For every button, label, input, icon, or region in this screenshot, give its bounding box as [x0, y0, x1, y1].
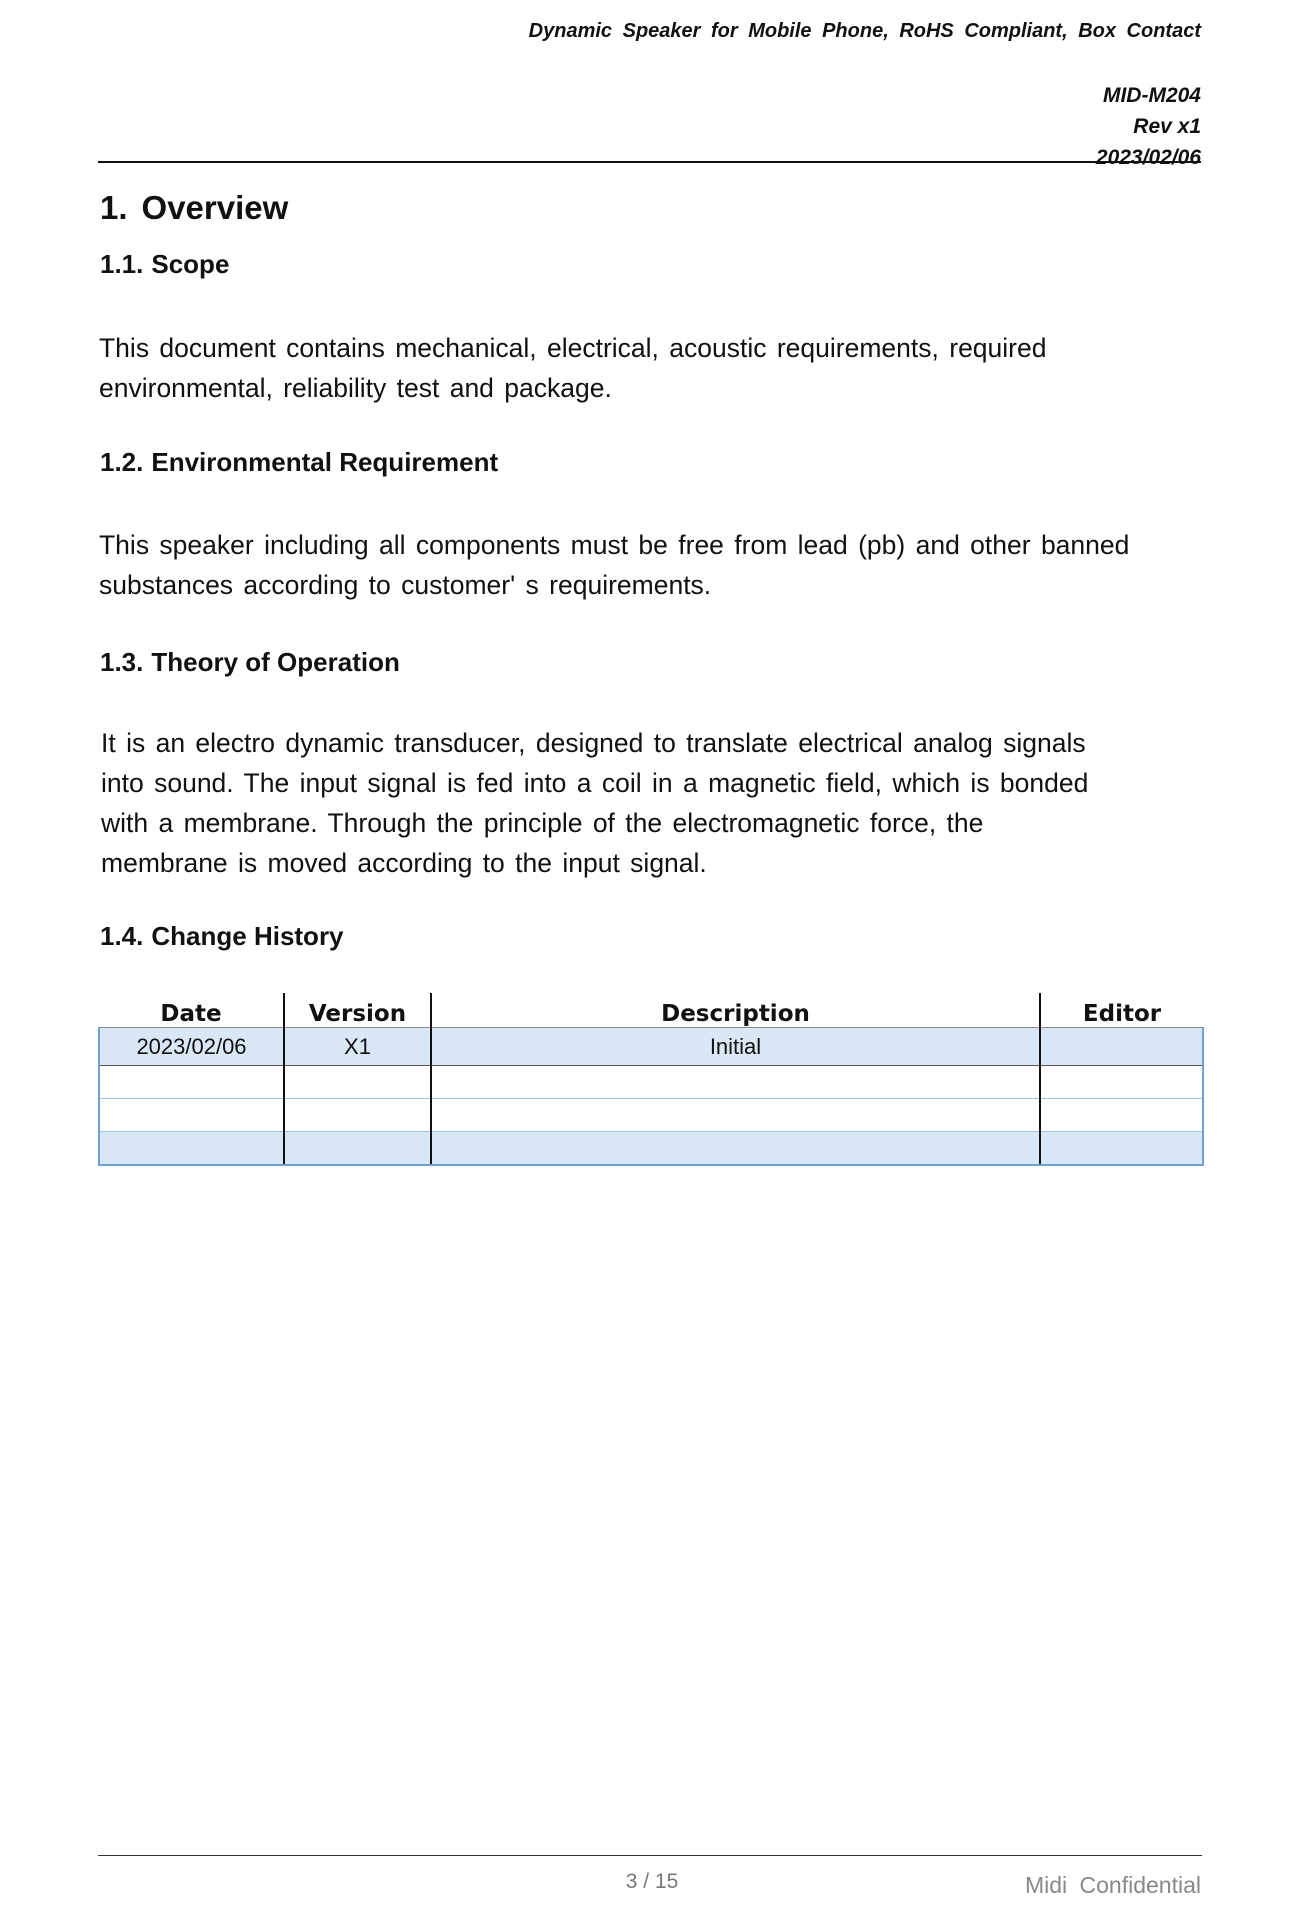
- column-header-editor: Editor: [1040, 993, 1203, 1028]
- paragraph-environmental: [99, 525, 1209, 605]
- cell-editor: [1040, 1099, 1203, 1132]
- page-indicator: 3 / 15: [625, 1870, 679, 1893]
- section-title: Overview: [141, 189, 289, 226]
- column-header-version: Version: [284, 993, 431, 1028]
- cell-version: [284, 1066, 431, 1099]
- cell-version: [284, 1099, 431, 1132]
- cell-editor: [1040, 1066, 1203, 1099]
- cell-date: [99, 1132, 284, 1166]
- table-header-row: [99, 993, 1203, 1028]
- subsection-number: 1.4.: [100, 921, 144, 951]
- subsection-title: Scope: [151, 249, 230, 279]
- subsection-title: Environmental Requirement: [151, 447, 499, 477]
- subsection-number: 1.1.: [100, 249, 144, 279]
- subsection-title: Theory of Operation: [151, 647, 400, 677]
- subsection-title: Change History: [151, 921, 344, 951]
- cell-editor: [1040, 1028, 1203, 1066]
- document-meta: [1096, 80, 1201, 173]
- document-revision: Rev x1: [1133, 115, 1201, 138]
- subsection-number: 1.2.: [100, 447, 144, 477]
- subsection-heading-environmental: [100, 447, 498, 478]
- cell-version: X1: [284, 1028, 431, 1066]
- confidential-label: Midi Confidential: [1024, 1872, 1201, 1898]
- column-header-description: Description: [431, 993, 1040, 1028]
- subsection-heading-theory: [100, 647, 400, 678]
- subsection-heading-change-history: [100, 921, 344, 952]
- header-divider: [98, 161, 1201, 163]
- footer-divider: [98, 1855, 1202, 1856]
- cell-description: [431, 1099, 1040, 1132]
- change-history-table-wrapper: [98, 993, 1202, 1166]
- table-row: [99, 1099, 1203, 1132]
- subsection-heading-scope: [100, 249, 229, 280]
- paragraph-line: with a membrane. Through the principle of the electromagnetic force, the: [101, 808, 984, 838]
- cell-date: 2023/02/06: [99, 1028, 284, 1066]
- change-history-table: [98, 993, 1204, 1166]
- section-heading: [100, 189, 288, 227]
- section-number: 1.: [100, 189, 128, 226]
- table-row: [99, 1028, 1203, 1066]
- cell-editor: [1040, 1132, 1203, 1166]
- cell-version: [284, 1132, 431, 1166]
- paragraph-line: membrane is moved according to the input signal.: [101, 848, 707, 878]
- paragraph-line: environmental, reliability test and package.: [99, 373, 612, 403]
- document-date: 2023/02/06: [1095, 146, 1201, 169]
- cell-description: [431, 1132, 1040, 1166]
- cell-date: [99, 1099, 284, 1132]
- cell-description: Initial: [431, 1028, 1040, 1066]
- document-title: Dynamic Speaker for Mobile Phone, RoHS Compliant, Box Contact: [528, 20, 1201, 42]
- table-row: [99, 1066, 1203, 1099]
- cell-date: [99, 1066, 284, 1099]
- document-number: MID-M204: [1102, 84, 1201, 107]
- paragraph-line: This document contains mechanical, electrical, acoustic requirements, required: [99, 333, 1047, 363]
- table-row: [99, 1132, 1203, 1166]
- cell-description: [431, 1066, 1040, 1099]
- subsection-number: 1.3.: [100, 647, 144, 677]
- paragraph-theory: [101, 723, 1211, 883]
- column-header-date: Date: [99, 993, 284, 1028]
- paragraph-line: It is an electro dynamic transducer, designed to translate electrical analog signals: [101, 728, 1086, 758]
- paragraph-line: substances according to customer' s requirements.: [99, 570, 712, 600]
- paragraph-line: into sound. The input signal is fed into a coil in a magnetic field, which is bonded: [101, 768, 1089, 798]
- paragraph-line: This speaker including all components must be free from lead (pb) and other banned: [99, 530, 1130, 560]
- paragraph-scope: [99, 328, 1209, 408]
